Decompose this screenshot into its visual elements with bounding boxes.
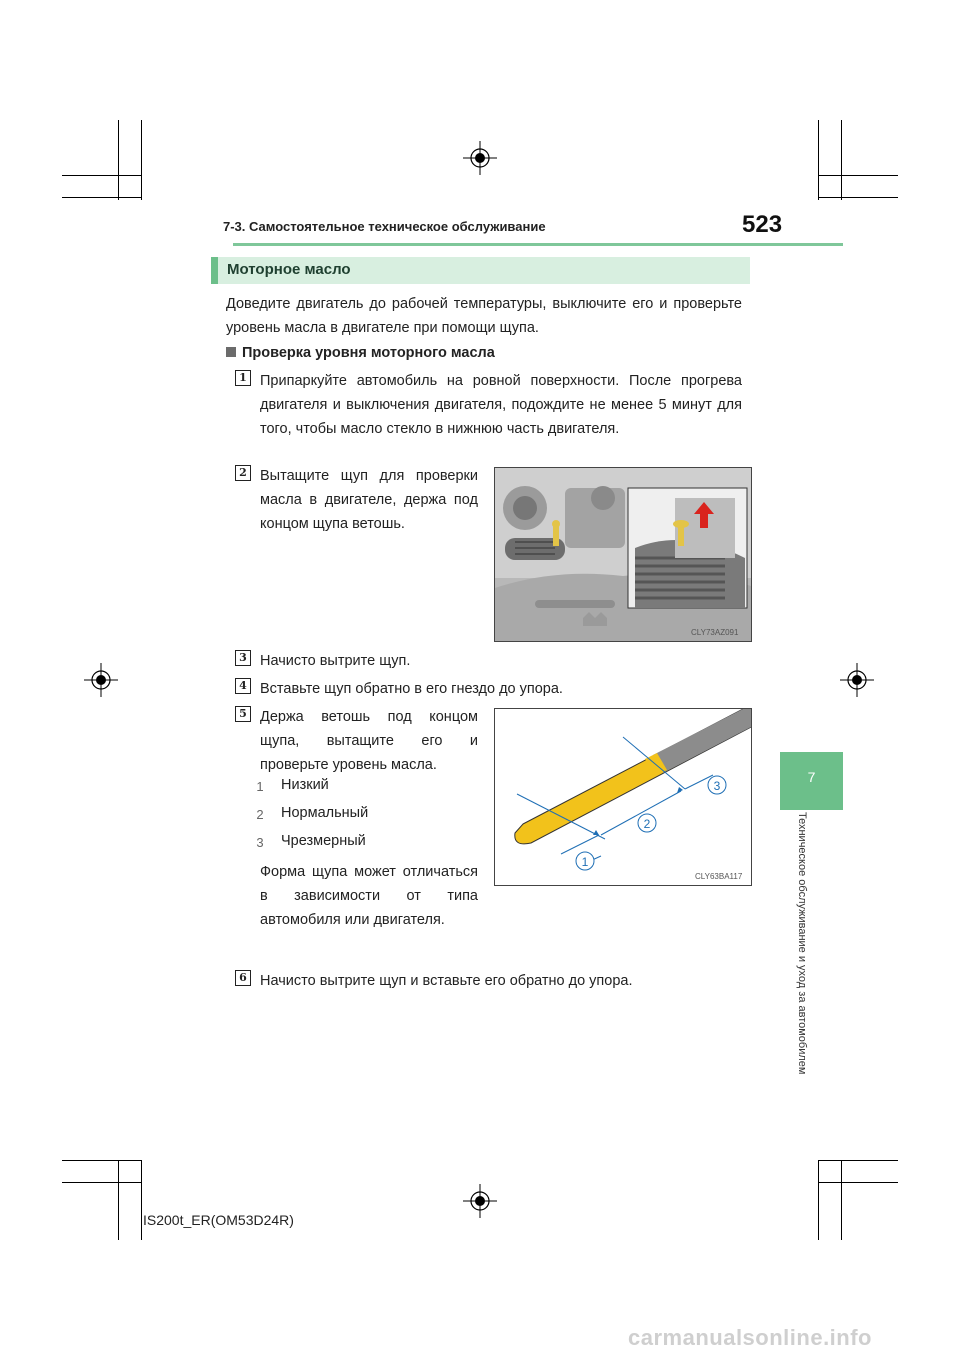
registration-mark-icon [840,663,874,697]
crop-mark [118,1160,119,1240]
dipstick-marker: 2 [643,817,651,831]
level-number-icon: 1 [256,779,264,794]
step-number: 5 [235,706,251,722]
step-text: Начисто вытрите щуп и вставьте его обратно до упора. [260,973,633,989]
dipstick-illustration [495,709,751,885]
subheading-text: Проверка уровня моторного масла [242,345,495,361]
subheading [226,345,495,361]
step-number: 3 [235,650,251,666]
crop-mark [141,120,142,200]
chapter-title: Техническое обслуживание и уход за автомобилем [796,812,808,1075]
dipstick-marker: 1 [581,855,589,869]
step-number: 6 [235,970,251,986]
chapter-side-title [776,812,816,1102]
crop-mark [841,120,842,200]
engine-illustration [495,468,751,641]
crop-mark [818,1160,819,1240]
level-label: Чрезмерный [281,833,366,849]
intro-paragraph: Доведите двигатель до рабочей температуры, выключите его и проверьте уровень масла в двигателе при помощи щупа. [226,296,742,336]
step-text: Вытащите щуп для проверки масла в двигателе, держа под концом щупа ветошь. [260,468,478,532]
crop-mark [62,197,142,198]
crop-mark [118,120,119,200]
step-text: Начисто вытрите щуп. [260,653,411,669]
step-text: Вставьте щуп обратно в его гнездо до упора. [260,681,563,697]
dipstick-figure [494,708,752,886]
section-title: Моторное масло [227,261,351,278]
registration-mark-icon [463,141,497,175]
section-title-bar [211,257,218,284]
crop-mark [62,1182,142,1183]
crop-mark [62,1160,142,1161]
crop-mark [62,175,142,176]
step-number: 4 [235,678,251,694]
step-number: 2 [235,465,251,481]
level-number-icon: 2 [256,807,264,822]
header-rule [233,243,843,246]
figure-code: CLY63BA117 [695,872,743,881]
figure-code: CLY73AZ091 [691,628,739,637]
section-title-box [211,257,750,284]
square-bullet-icon [226,347,236,357]
crop-mark [841,1160,842,1240]
crop-mark [818,197,898,198]
running-header: 7-3. Самостоятельное техническое обслуживание [223,219,546,234]
level-label: Низкий [281,777,329,793]
registration-mark-icon [463,1184,497,1218]
engine-figure [494,467,752,642]
crop-mark [818,1182,898,1183]
document-code: IS200t_ER(OM53D24R) [143,1212,294,1228]
page-number: 523 [742,211,783,238]
crop-mark [818,120,819,200]
level-number-icon: 3 [256,835,264,850]
step-number: 1 [235,370,251,386]
crop-mark [141,1160,142,1240]
watermark: carmanualsonline.info [628,1325,872,1350]
crop-mark [818,1160,898,1161]
level-label: Нормальный [281,805,369,821]
registration-mark-icon [84,663,118,697]
dipstick-marker: 3 [713,779,721,793]
note-paragraph: Форма щупа может отличаться в зависимости от типа автомобиля или двигателя. [260,864,478,928]
step-text: Припаркуйте автомобиль на ровной поверхности. После прогрева двигателя и выключения двигателя, подождите не менее 5 минут для того, чтобы масло стекло в нижнюю часть двигателя. [260,373,742,437]
chapter-tab: 7 [780,752,843,810]
step-text: Держа ветошь под концом щупа, вытащите его и проверьте уровень масла. [260,709,478,773]
crop-mark [818,175,898,176]
